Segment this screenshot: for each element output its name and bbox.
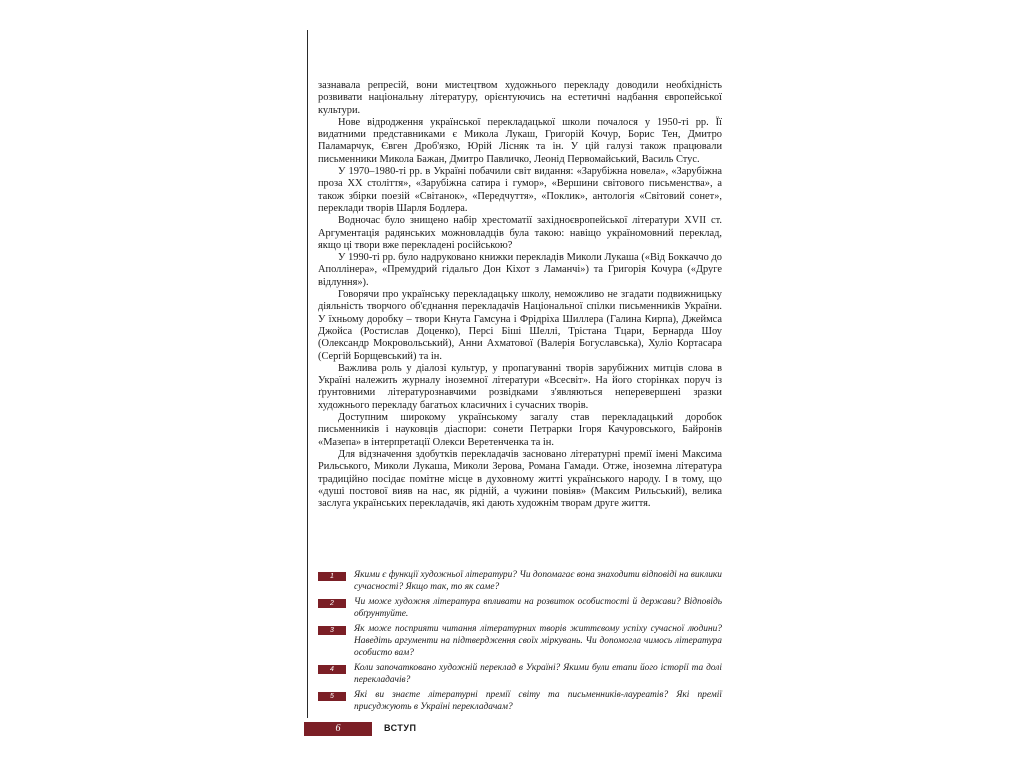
paragraph: зазнавала репресій, вони мистецтвом художнього перекладу доводили необхідність розвивати національну літературу, орієнтуючись на естетичні надбання європейської культури.: [318, 80, 722, 116]
question-number-badge: 3: [318, 626, 346, 635]
paragraph: Для відзначення здобутків перекладачів засновано літературні премії імені Максима Рильського, Миколи Лукаша, Миколи Зерова, Романа Гамади. Отже, іноземна література традиційно посідає помітне місце в духовному житті українського народу. І в тому, що «душі постової вияв на нас, як рідній, а чужини повіяв» (Максим Рильський), велика заслуга українських перекладачів, які дають художнім творам друге життя.: [318, 448, 722, 510]
question-number-badge: 5: [318, 692, 346, 701]
question-number-badge: 4: [318, 665, 346, 674]
question-text: Які ви знаєте літературні премії світу та письменників-лауреатів? Які премії присуджують в Україні перекладачам?: [354, 690, 722, 712]
section-title: ВСТУП: [384, 723, 417, 733]
paragraph: Важлива роль у діалозі культур, у пропагуванні творів зарубіжних митців слова в Україні належить журналу іноземної літератури «Всесвіт». На його сторінках поруч із ґрунтовними літературознавчими розвідками з'являються неперевершені зразки художнього перекладу багатьох класичних і сучасних творів.: [318, 362, 722, 411]
paragraph: У 1970–1980-ті рр. в Україні побачили світ видання: «Зарубіжна новела», «Зарубіжна проза ХХ століття», «Зарубіжна сатира і гумор», «Вершини світового письменства», а також збірки поезій «Світанок», «Передчуття», «Поклик», антологія «Світовий сонет», переклади творів Шарля Бодлера.: [318, 166, 722, 214]
question-item: [318, 624, 722, 659]
page-margin-line: [307, 30, 308, 718]
question-text: Коли започатковано художній переклад в Україні? Якими були етапи його історії та долі перекладачів?: [354, 663, 722, 685]
paragraph: Нове відродження української перекладацької школи почалося у 1950-ті рр. Її видатними представниками є Микола Лукаш, Григорій Кочур, Борис Тен, Дмитро Паламарчук, Євген Дроб'язко, Юрій Лісняк та ін. У цій галузі також працювали письменники Микола Бажан, Дмитро Павличко, Леонід Первомайський, Василь Стус.: [318, 116, 722, 165]
question-item: [318, 690, 722, 713]
page-number: 6: [304, 722, 372, 736]
question-text: Як може посприяти читання літературних творів життєвому успіху сучасної людини? Наведіть аргументи на підтвердження своїх міркувань. Чи допомогла чимось література особисто вам?: [354, 624, 722, 658]
paragraph: Водночас було знищено набір хрестоматії західноєвропейської літератури XVII ст. Аргументація радянських можновладців була такою: навіщо україномовний переклад, якщо ці твори вже перекладені російською?: [318, 215, 722, 251]
page-content: [318, 80, 722, 712]
question-item: [318, 597, 722, 620]
body-text: [318, 80, 722, 510]
paragraph: У 1990-ті рр. було надруковано книжки перекладів Миколи Лукаша («Від Боккаччо до Аполлінера», «Премудрий гідальго Дон Кіхот з Ламанчі») та Григорія Кочура («Друге відлуння»).: [318, 252, 722, 288]
questions-list: [318, 570, 722, 718]
paragraph: Говорячи про українську перекладацьку школу, неможливо не згадати подвижницьку діяльність творчого об'єднання перекладачів Національної спілки письменників України. У їхньому доробку – твори Кнута Гамсуна і Фрідріха Шиллера (Галина Кирпа), Джеймса Джойса (Ростислав Доценко), Персі Біші Шеллі, Трістана Тцари, Бернарда Шоу (Олександр Мокровольський), Анни Ахматової (Валерія Богуславська), Хуліо Кортасара (Сергій Борщевський) та ін.: [318, 289, 722, 362]
question-text: Якими є функції художньої літератури? Чи допомагає вона знаходити відповіді на виклики сучасності? Якщо так, то як саме?: [354, 570, 722, 592]
question-number-badge: 1: [318, 572, 346, 581]
question-item: [318, 570, 722, 593]
question-item: [318, 663, 722, 686]
paragraph: Доступним широкому українському загалу став перекладацький доробок письменників і науковців діаспори: сонети Петрарки Ігоря Качуровського, Байронів «Мазепа» в інтерпретації Олекси Веретенченка та ін.: [318, 412, 722, 448]
question-text: Чи може художня література впливати на розвиток особистості й держави? Відповідь обґрунтуйте.: [354, 597, 722, 619]
question-number-badge: 2: [318, 599, 346, 608]
